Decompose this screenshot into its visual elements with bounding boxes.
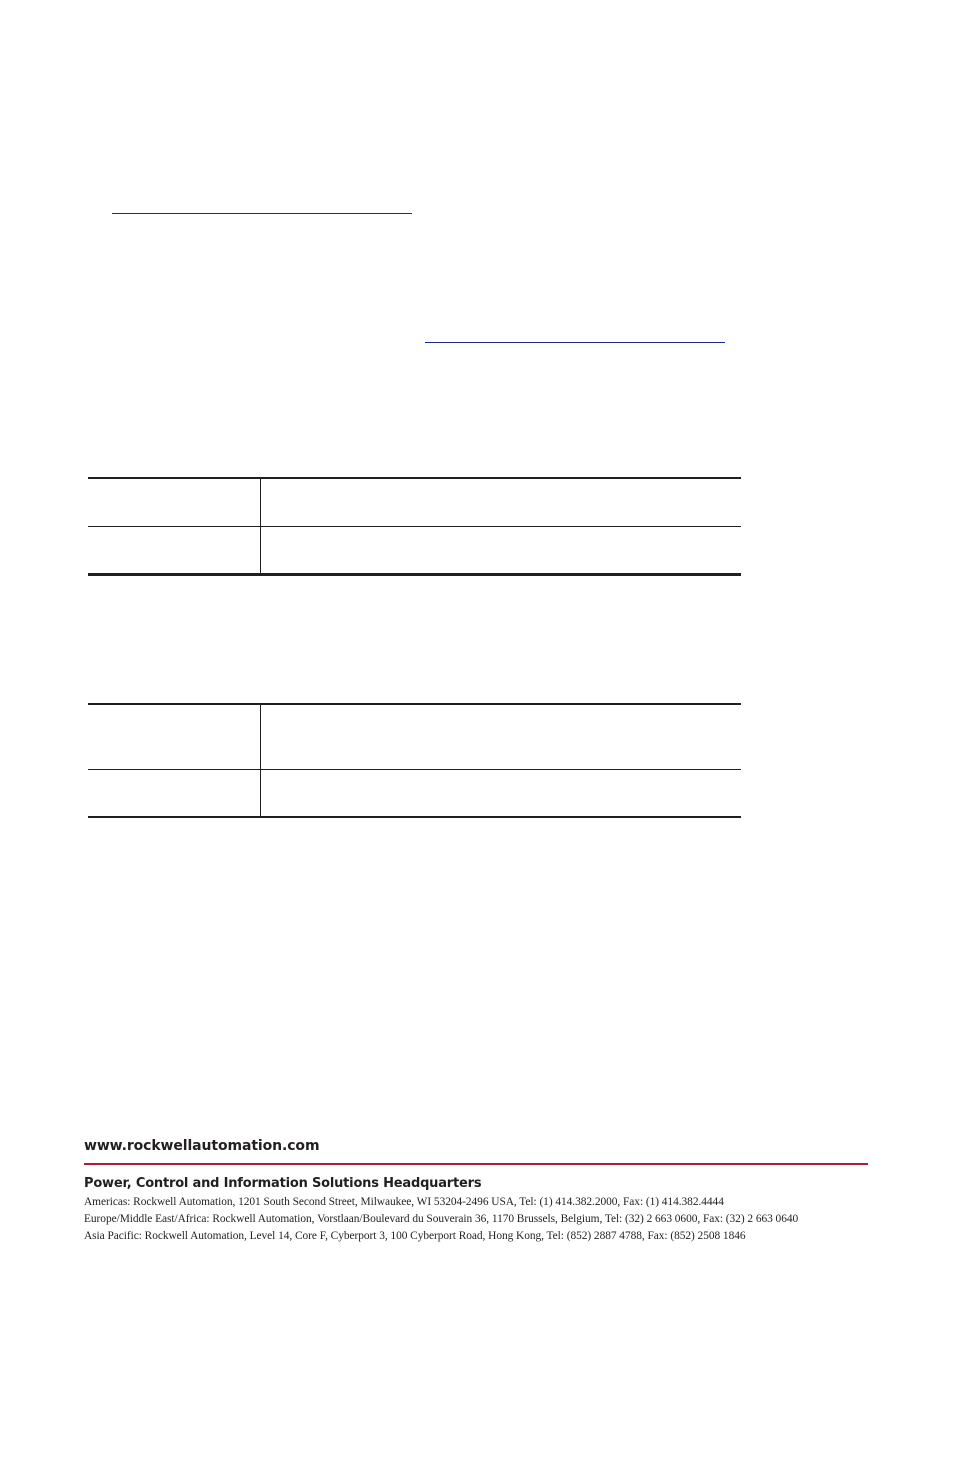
table-column-divider (260, 704, 261, 816)
table-bottom-rule (88, 816, 741, 818)
table-row-divider (88, 769, 741, 770)
website-link[interactable]: www.rockwellautomation.com (84, 1138, 320, 1154)
table-column-divider (260, 478, 261, 573)
headquarters-heading: Power, Control and Information Solutions Headquarters (84, 1176, 482, 1191)
table-row-divider (88, 526, 741, 527)
hyperlink-underline[interactable] (112, 213, 412, 214)
table-top-rule (88, 703, 741, 705)
hyperlink-underline[interactable] (425, 342, 725, 343)
address-emea: Europe/Middle East/Africa: Rockwell Automation, Vorstlaan/Boulevard du Souverain 36, 1170 Brussels, Belgium, Tel: (32) 2 663 0600, Fax: (32) 2 663 0640 (84, 1213, 799, 1225)
table-top-rule (88, 477, 741, 479)
footer-divider (84, 1163, 868, 1165)
table (88, 703, 741, 820)
address-asia-pacific: Asia Pacific: Rockwell Automation, Level 14, Core F, Cyberport 3, 100 Cyberport Road, Hong Kong, Tel: (852) 2887 4788, Fax: (852) 2508 1846 (84, 1230, 746, 1242)
page-footer (84, 1138, 868, 1245)
table-bottom-rule (88, 573, 741, 576)
address-americas: Americas: Rockwell Automation, 1201 South Second Street, Milwaukee, WI 53204-2496 USA, Tel: (1) 414.382.2000, Fax: (1) 414.382.4444 (84, 1196, 724, 1208)
table (88, 477, 741, 576)
